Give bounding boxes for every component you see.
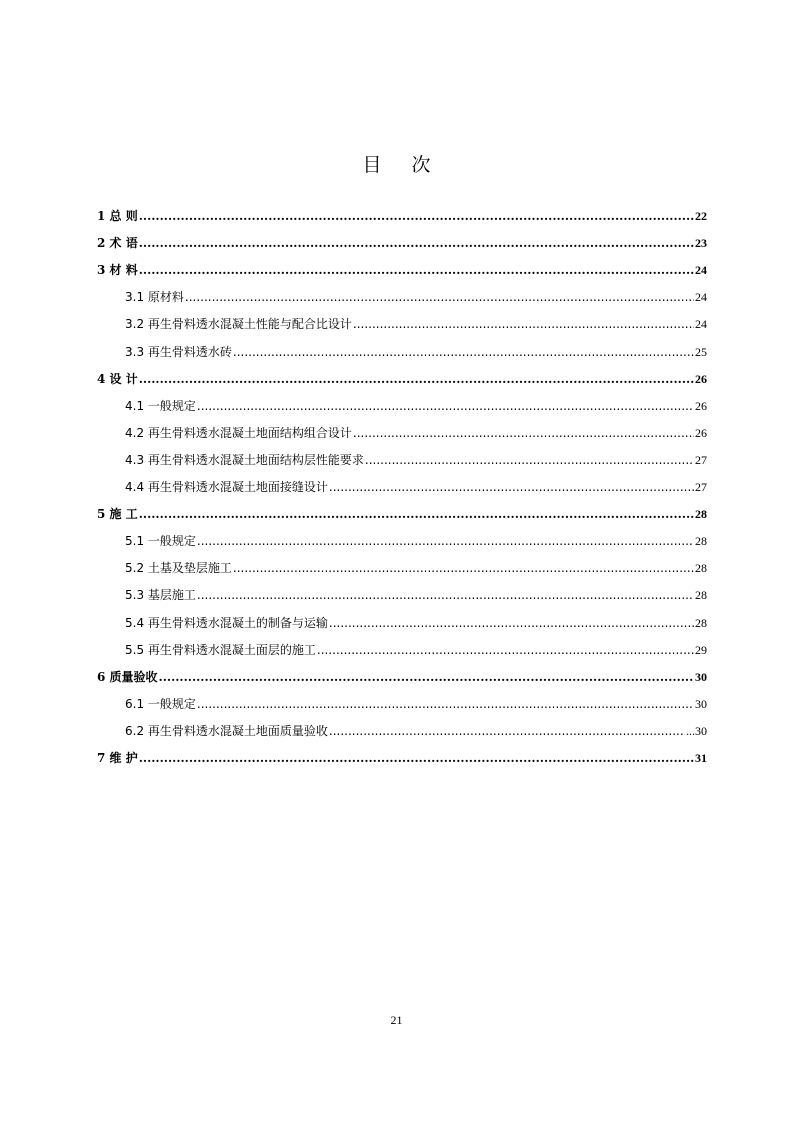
toc-leader-dots: [353, 426, 694, 440]
toc-section-entry[interactable]: [125, 397, 707, 417]
toc-entry-page: 30: [695, 669, 707, 684]
toc-entry-page: 27: [695, 480, 707, 494]
toc-entry-label: 5.4 再生骨料透水混凝土的制备与运输: [125, 615, 328, 630]
toc-entry-label: 5.3 基层施工: [125, 588, 196, 603]
toc-leader-dots: [197, 697, 694, 711]
toc-section-entry[interactable]: [125, 343, 707, 363]
toc-entry-page: 22: [695, 209, 707, 223]
toc-entry-label: 4 设 计: [97, 371, 138, 386]
toc-entry-label: 4.3 再生骨料透水混凝土地面结构层性能要求: [125, 452, 364, 467]
toc-section-entry[interactable]: [125, 641, 707, 661]
toc-title: 目 次: [362, 154, 443, 176]
toc-leader-dots: [233, 561, 694, 575]
toc-section-entry[interactable]: [125, 586, 707, 606]
toc-leader-dots: [159, 670, 694, 684]
toc-entry-page: ...30: [686, 723, 707, 738]
toc-section-entry[interactable]: [125, 559, 707, 579]
toc-entry-label: 2 术 语: [97, 236, 138, 251]
toc-leader-dots: [185, 290, 694, 304]
toc-entry-label: 3 材 料: [97, 263, 138, 278]
toc-leader-dots: [139, 236, 694, 250]
toc-leader-dots: [353, 317, 694, 331]
toc-entry-page: 30: [695, 696, 707, 711]
page-number: 21: [390, 1013, 403, 1027]
toc-chapter-entry[interactable]: [97, 505, 707, 525]
toc-entry-page: 24: [695, 317, 707, 332]
toc-entry-page: 26: [695, 398, 707, 413]
toc-entry-label: 3.2 再生骨料透水混凝土性能与配合比设计: [125, 317, 352, 332]
toc-entry-label: 6.1 一般规定: [125, 696, 196, 711]
toc-section-entry[interactable]: [125, 614, 707, 634]
toc-entry-label: 4.1 一般规定: [125, 398, 196, 413]
toc-leader-dots: [139, 263, 694, 277]
toc-leader-dots: [233, 345, 694, 359]
toc-leader-dots: [139, 372, 694, 386]
toc-entry-page: 24: [695, 290, 707, 305]
toc-leader-dots: [197, 399, 694, 413]
toc-entry-label: 4.2 再生骨料透水混凝土地面结构组合设计: [125, 425, 352, 440]
toc-entry-page: 28: [695, 588, 707, 603]
toc-chapter-entry[interactable]: [97, 668, 707, 688]
toc-leader-dots: [329, 724, 685, 738]
toc-section-entry[interactable]: [125, 722, 707, 742]
toc-entry-label: 6 质量验收: [97, 669, 158, 684]
toc-leader-dots: [139, 507, 694, 521]
toc-leader-dots: [197, 588, 694, 602]
toc-chapter-entry[interactable]: [97, 370, 707, 390]
toc-entry-page: 27: [695, 452, 707, 467]
toc-section-entry[interactable]: [125, 288, 707, 308]
toc-entry-page: 26: [695, 371, 707, 386]
toc-section-entry[interactable]: [125, 315, 707, 335]
toc-entry-page: 29: [695, 642, 707, 657]
toc-leader-dots: [139, 751, 694, 765]
toc-chapter-entry[interactable]: [97, 207, 707, 227]
toc-section-entry[interactable]: [125, 532, 707, 552]
toc-entry-label: 5.2 土基及垫层施工: [125, 561, 232, 576]
toc-entry-label: 5 施 工: [97, 507, 138, 522]
toc-entry-label: 4.4 再生骨料透水混凝土地面接缝设计: [125, 480, 328, 494]
toc-entry-page: 28: [695, 534, 707, 549]
toc-leader-dots: [197, 534, 694, 548]
toc-entry-page: 28: [695, 615, 707, 630]
toc-leader-dots: [329, 616, 694, 630]
toc-entry-page: 24: [695, 263, 707, 278]
toc-leader-dots: [329, 480, 694, 494]
toc-section-entry[interactable]: [125, 695, 707, 715]
toc-chapter-entry[interactable]: [97, 234, 707, 254]
toc-entry-page: 28: [695, 507, 707, 522]
toc-entry-label: 3.1 原材料: [125, 290, 184, 305]
toc-leader-dots: [365, 453, 694, 467]
toc-entry-page: 26: [695, 425, 707, 440]
toc-entry-label: 5.5 再生骨料透水混凝土面层的施工: [125, 642, 316, 657]
toc-chapter-entry[interactable]: [97, 261, 707, 281]
toc-entry-page: 31: [695, 751, 707, 765]
toc-entry-label: 3.3 再生骨料透水砖: [125, 344, 232, 359]
toc-section-entry[interactable]: [125, 451, 707, 471]
toc-entry-page: 28: [695, 561, 707, 576]
toc-entry-label: 6.2 再生骨料透水混凝土地面质量验收: [125, 723, 328, 738]
toc-section-entry[interactable]: [125, 424, 707, 444]
toc-chapter-entry[interactable]: [97, 749, 707, 769]
toc-entry-label: 5.1 一般规定: [125, 534, 196, 549]
toc-entry-label: 1 总 则: [97, 209, 138, 223]
toc-entry-page: 23: [695, 236, 707, 251]
toc-entry-page: 25: [695, 344, 707, 359]
toc-section-entry[interactable]: [125, 478, 707, 498]
toc-entry-label: 7 维 护: [97, 751, 138, 765]
toc-leader-dots: [139, 209, 694, 223]
toc-leader-dots: [317, 643, 694, 657]
